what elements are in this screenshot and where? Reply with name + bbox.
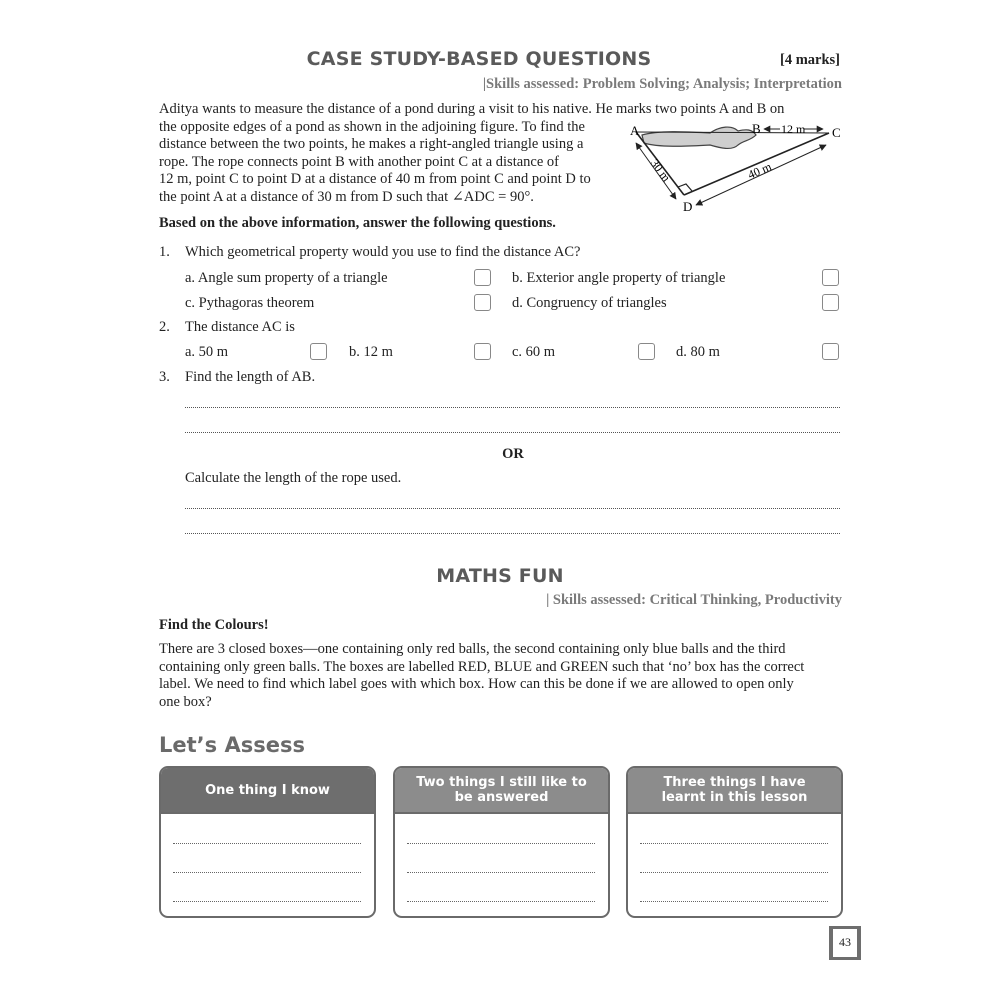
card-answer-line[interactable] [173,843,361,844]
ad-length-label: 30 m [647,156,674,185]
q1-option-d: d. Congruency of triangles [512,295,667,311]
q1-option-a-checkbox[interactable] [474,269,491,286]
case-study-title: CASE STUDY-BASED QUESTIONS [306,48,652,70]
q2-text: The distance AC is [185,319,295,335]
assess-card-learnt [626,766,843,918]
q2-option-b: b. 12 m [349,344,393,360]
para-line: one box? [159,693,212,710]
answer-line[interactable] [185,533,840,534]
intro-line: rope. The rope connects point B with another point C at a distance of [159,153,559,170]
card-header: One thing I know [161,768,374,814]
q2-option-a: a. 50 m [185,344,229,360]
maths-fun-paragraph [159,641,859,711]
card-header: Two things I still like to be answered [395,768,608,814]
label-d: D [683,199,693,214]
card-answer-line[interactable] [407,872,595,873]
para-line: containing only green balls. The boxes are labelled RED, BLUE and GREEN such that ‘no’ box has the correct [159,658,805,675]
intro-line: 12 m, point C to point D at a distance of 40 m from point C and point D to [159,171,591,187]
intro-line: the point A at a distance of 30 m from D such that ∠ADC = 90°. [159,188,534,205]
q1-option-c-checkbox[interactable] [474,294,491,311]
q3-text: Find the length of AB. [185,369,316,385]
card-answer-line[interactable] [640,872,828,873]
card-header: Three things I have learnt in this lesson [628,768,841,814]
maths-fun-subtitle: Find the Colours! [159,617,269,633]
page-number-badge [829,926,861,960]
label-b: B [752,121,761,136]
case-study-skills: |Skills assessed: Problem Solving; Analysis; Interpretation [482,76,842,92]
lets-assess-title: Let’s Assess [159,733,305,757]
pond-shape [642,127,756,148]
q3-alt-text: Calculate the length of the rope used. [185,470,402,486]
badge-bar-top [829,926,861,929]
maths-fun-skills: | Skills assessed: Critical Thinking, Productivity [546,592,842,608]
label-a: A [630,123,640,138]
q1-text: Which geometrical property would you use to find the distance AC? [185,244,581,260]
card-answer-line[interactable] [407,901,595,902]
q2-option-c: c. 60 m [512,344,556,360]
card-answer-line[interactable] [407,843,595,844]
answer-line[interactable] [185,432,840,433]
intro-line: distance between the two points, he makes a right-angled triangle using a [159,136,584,152]
card-answer-line[interactable] [173,901,361,902]
q2-number: 2. [159,319,170,335]
q2-option-d-checkbox[interactable] [822,343,839,360]
q3-number: 3. [159,369,170,385]
q1-option-c: c. Pythagoras theorem [185,295,315,311]
intro-line: the opposite edges of a pond as shown in the adjoining figure. To find the [159,118,585,135]
card-answer-line[interactable] [640,843,828,844]
label-c: C [832,125,841,140]
pond-triangle-figure [620,115,852,220]
answer-line[interactable] [185,407,840,408]
card-answer-line[interactable] [173,872,361,873]
case-study-instruction: Based on the above information, answer the following questions. [159,215,556,231]
or-label: OR [502,446,524,462]
bc-length-label: 12 m [781,122,806,136]
card-answer-line[interactable] [640,901,828,902]
q1-option-a: a. Angle sum property of a triangle [185,270,388,286]
q1-option-b: b. Exterior angle property of triangle [512,270,726,286]
para-line: label. We need to find which label goes with which box. How can this be done if we are allowed to open only [159,676,794,692]
assess-card-know [159,766,376,918]
maths-fun-title: MATHS FUN [436,565,564,587]
assess-card-questions [393,766,610,918]
case-study-intro [159,119,619,207]
q1-option-d-checkbox[interactable] [822,294,839,311]
marks-label: [4 marks] [779,52,840,68]
para-line: There are 3 closed boxes—one containing only red balls, the second containing only blue balls and the third [159,641,786,657]
q2-option-b-checkbox[interactable] [474,343,491,360]
page-number: 43 [839,935,851,949]
q1-option-b-checkbox[interactable] [822,269,839,286]
dc-length-label: 40 m [745,159,774,182]
badge-bar-bottom [829,957,861,960]
q2-option-a-checkbox[interactable] [310,343,327,360]
q2-option-c-checkbox[interactable] [638,343,655,360]
q2-option-d: d. 80 m [676,344,720,360]
answer-line[interactable] [185,508,840,509]
case-study-intro-line1: Aditya wants to measure the distance of a pond during a visit to his native. He marks two points A and B on [159,101,785,117]
q1-number: 1. [159,244,170,260]
